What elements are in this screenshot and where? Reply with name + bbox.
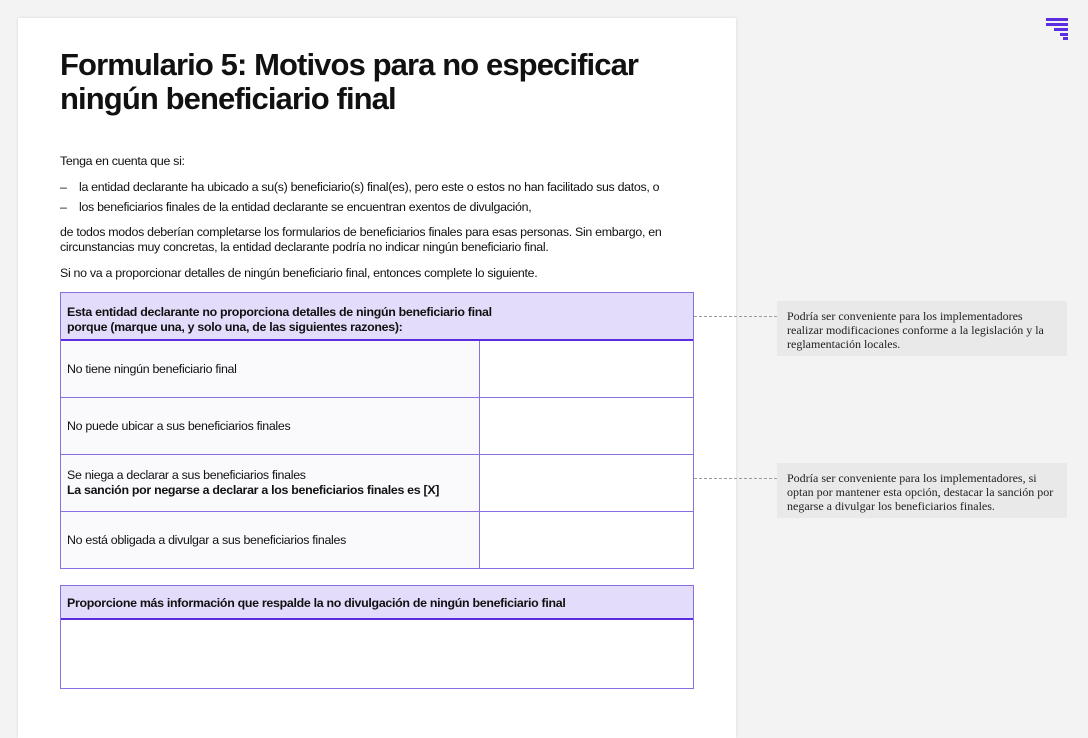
reason-row-cannot-locate [61,398,693,455]
explanation-paragraph: de todos modos deberían completarse los formularios de beneficiarios finales para esas personas. Sin embargo, en circunstancias muy concretas, la entidad declarante podría no indicar ningún beneficiario final. [60,225,662,254]
bullet-marker: – [60,200,67,214]
reason-label [61,512,480,568]
reason-label [61,341,480,397]
reason-checkbox-cell[interactable] [480,341,693,397]
reason-row-no-beneficiary [61,341,693,398]
intro-text: Tenga en cuenta que si: [60,154,185,168]
reason-label-text: No está obligada a divulgar a sus beneficiarios finales [67,532,346,547]
reason-label-text: No puede ubicar a sus beneficiarios finales [67,418,291,433]
additional-info-field[interactable] [61,620,693,688]
reason-row-not-required [61,512,693,568]
bullet-text: la entidad declarante ha ubicado a su(s) beneficiario(s) final(es), pero este o estos no han facilitado sus datos, o [79,180,660,194]
bullet-marker: – [60,180,67,194]
reason-detail-text: La sanción por negarse a declarar a los beneficiarios finales es [X] [67,483,440,497]
reasons-header-line-1: Esta entidad declarante no proporciona detalles de ningún beneficiario final [67,305,492,319]
page-title: Formulario 5: Motivos para no especificar ningún beneficiario final [60,47,639,116]
note-connector-line [694,478,777,479]
additional-info-table [60,585,694,689]
stacked-bars-logo-icon [1046,18,1068,40]
reasons-header-line-2: porque (marque una, y solo una, de las siguientes razones): [67,320,403,334]
reason-checkbox-cell[interactable] [480,455,693,511]
note-connector-line [694,316,777,317]
document-page [18,18,736,738]
reasons-table-header [61,293,693,341]
reason-label [61,398,480,454]
margin-note: Podría ser conveniente para los implementadores realizar modificaciones conforme a la legislación y la reglamentación locales. [777,301,1067,356]
reason-label-text: Se niega a declarar a sus beneficiarios finales [67,468,306,482]
reason-checkbox-cell[interactable] [480,398,693,454]
margin-note: Podría ser conveniente para los implementadores, si optan por mantener esta opción, destacar la sanción por negarse a divulgar los beneficiarios finales. [777,463,1067,518]
reason-label-text: No tiene ningún beneficiario final [67,361,237,376]
reason-row-refuses [61,455,693,512]
instruction-text: Si no va a proporcionar detalles de ningún beneficiario final, entonces complete lo siguiente. [60,266,538,280]
bullet-text: los beneficiarios finales de la entidad declarante se encuentran exentos de divulgación, [79,200,532,214]
reasons-table [60,292,694,569]
reason-label [61,455,480,511]
reason-checkbox-cell[interactable] [480,512,693,568]
additional-info-header: Proporcione más información que respalde la no divulgación de ningún beneficiario final [61,586,693,620]
